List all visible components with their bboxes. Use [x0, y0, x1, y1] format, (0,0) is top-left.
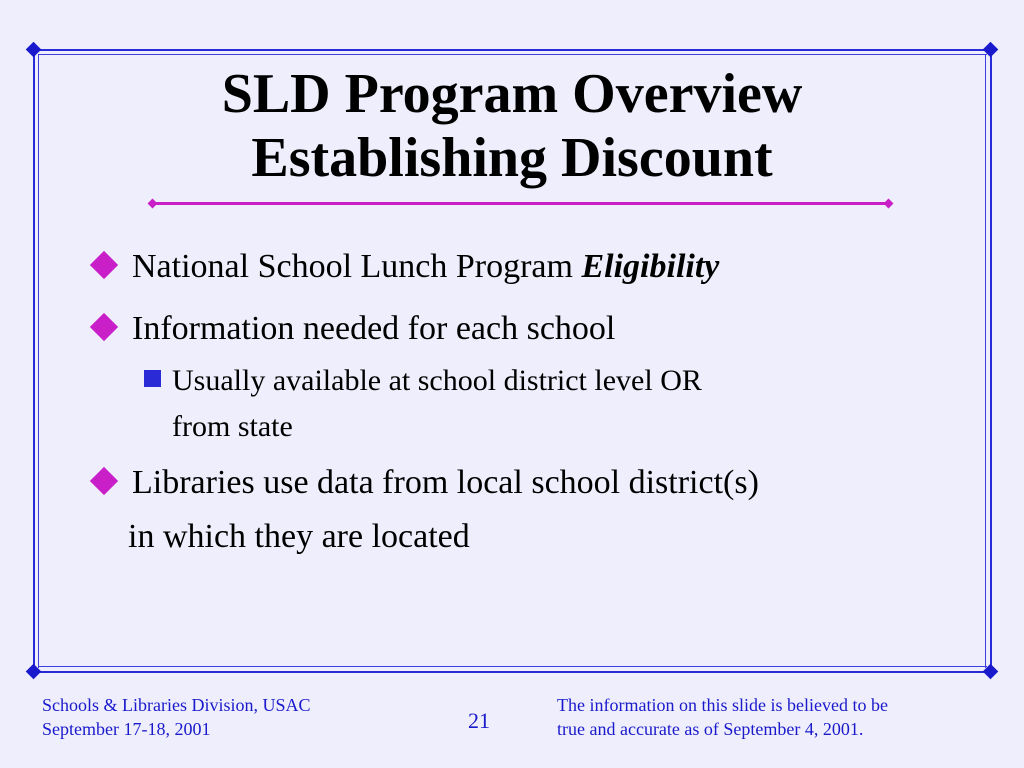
- bullet-text: National School Lunch Program: [132, 248, 582, 285]
- frame-bottom-line-inner: [38, 666, 987, 667]
- diamond-bullet-icon: [90, 251, 118, 279]
- bullet-list: [88, 240, 948, 564]
- bullet-text: Information needed for each school: [132, 310, 616, 347]
- frame-bottom-line: [33, 671, 992, 673]
- bullet-item: [88, 456, 948, 564]
- slide-title-line-2: Establishing Discount: [251, 127, 773, 189]
- sub-bullet-line-2: from state: [172, 410, 293, 443]
- diamond-bullet-icon: [90, 313, 118, 341]
- bullet-emphasis: Eligibility: [581, 248, 720, 285]
- bullet-item: [88, 302, 948, 356]
- frame-left-line: [33, 49, 35, 673]
- sub-bullet-item: [88, 358, 948, 450]
- frame-left-line-inner: [38, 54, 39, 668]
- page-number: 21: [468, 708, 490, 733]
- bullet-line-1: Libraries use data from local school district(s): [132, 464, 759, 501]
- title-underline: [152, 202, 890, 205]
- footer-disclaimer: [557, 693, 888, 741]
- frame-right-line-inner: [985, 54, 986, 668]
- slide-title-line-1: SLD Program Overview: [221, 63, 803, 125]
- footer-left: [42, 693, 311, 741]
- sub-bullet-line-1: Usually available at school district level OR: [172, 364, 702, 397]
- footer-date: September 17-18, 2001: [42, 719, 211, 739]
- frame-top-line-inner: [38, 54, 987, 55]
- diamond-bullet-icon: [90, 467, 118, 495]
- frame-right-line: [990, 49, 992, 673]
- disclaimer-line-2: true and accurate as of September 4, 2001.: [557, 719, 864, 739]
- frame-top-line: [33, 49, 992, 51]
- disclaimer-line-1: The information on this slide is believed to be: [557, 695, 888, 715]
- slide-title: [100, 62, 924, 190]
- bullet-item: [88, 240, 948, 294]
- footer-organization: Schools & Libraries Division, USAC: [42, 695, 311, 715]
- square-bullet-icon: [144, 370, 161, 387]
- bullet-line-2: in which they are located: [128, 518, 470, 555]
